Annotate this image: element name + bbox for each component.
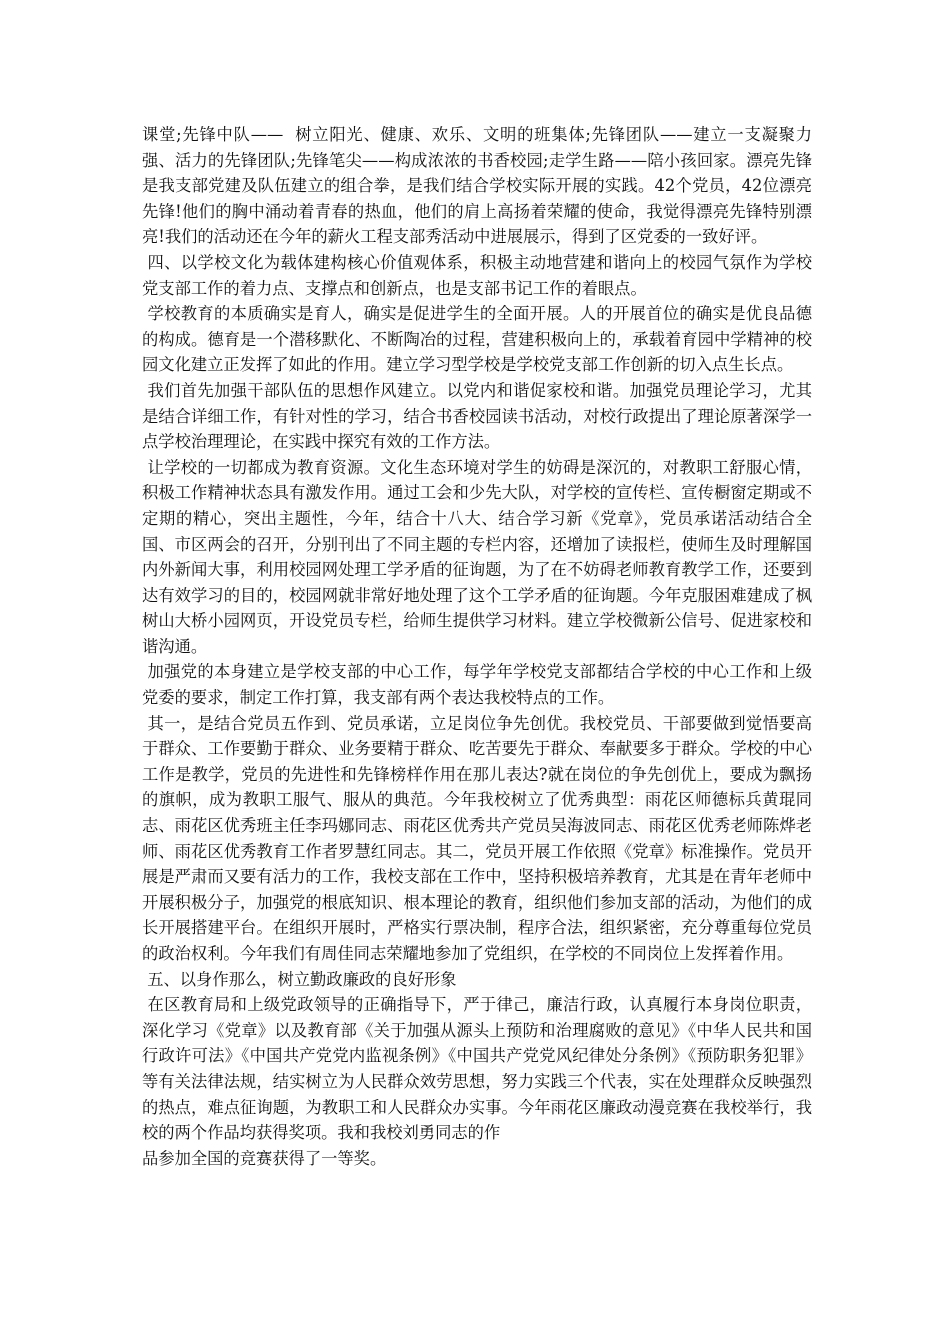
paragraph-education-resources: 让学校的一切都成为教育资源。文化生态环境对学生的妨碍是深沉的，对教职工舒服心情，积极工作精神状态具有激发作用。通过工会和少先大队，对学校的宣传栏、宣传橱窗定期或不定期的精心，突出主题性，今年，结合十八大、结合学习新《党章》，党员承诺活动结合全国、市区两会的召开，分别刊出了不同主题的专栏内容，还增加了读报栏，使师生及时理解国内外新闻大事，利用校园网处理工学矛盾的征询题，为了在不妨碍老师教育教学工作，还要到达有效学习的目的，校园网就非常好地处理了这个工学矛盾的征询题。今年克服困难建成了枫树山大桥小园网页，开设党员专栏，给师生提供学习材料。建立学校微新公信号、促进家校和谐沟通。 — [142, 457, 812, 656]
paragraph-pioneer-activities: 课堂;先锋中队—— 树立阳光、健康、欢乐、文明的班集体;先锋团队——建立一支凝聚力强、活力的先锋团队;先锋笔尖——构成浓浓的书香校园;走学生路——陪小孩回家。漂亮先锋是我支部党建及队伍建立的组合拳，是我们结合学校实际开展的实践。42个党员，42位漂亮先锋!他们的胸中涌动着青春的热血，他们的肩上高扬着荣耀的使命，我觉得漂亮先锋特别漂亮!我们的活动还在今年的薪火工程支部秀活动中进展展示，得到了区党委的一致好评。 — [142, 125, 812, 247]
paragraph-award: 品参加全国的竞赛获得了一等奖。 — [142, 1148, 387, 1168]
section-heading-five: 五、以身作那么，树立勤政廉政的良好形象 — [142, 969, 457, 989]
paragraph-first-second-points: 其一，是结合党员五作到、党员承诺，立足岗位争先创优。我校党员、干部要做到觉悟要高于群众、工作要勤于群众、业务要精于群众、吃苦要先于群众、奉献要多于群众。学校的中心工作是教学，党员的先进性和先锋榜样作用在那儿表达?就在岗位的争先创优上，要成为飘扬的旗帜，成为教职工服气、服从的典范。今年我校树立了优秀典型：雨花区师德标兵黄琨同志、雨花区优秀班主任李玛娜同志、雨花区优秀共产党员吴海波同志、雨花区优秀老师陈烨老师、雨花区优秀教育工作者罗慧红同志。其二，党员开展工作依照《党章》标准操作。党员开展是严肃而又要有活力的工作，我校支部在工作中，坚持积极培养教育，尤其是在青年老师中开展积极分子，加强党的根底知识、根本理论的教育，组织他们参加支部的活动，为他们的成长开展搭建平台。在组织开展时，严格实行票决制，程序合法，组织紧密，充分尊重每位党员的政治权利。今年我们有周佳同志荣耀地参加了党组织，在学校的不同岗位上发挥着作用。 — [142, 713, 812, 963]
document-page — [142, 122, 812, 1171]
section-heading-four: 四、以学校文化为载体建构核心价值观体系，积极主动地营建和谐向上的校园气氛作为学校党支部工作的着力点、支撑点和创新点，也是支部书记工作的着眼点。 — [142, 252, 812, 298]
paragraph-cadre-building: 我们首先加强干部队伍的思想作风建立。以党内和谐促家校和谐。加强党员理论学习，尤其是结合详细工作，有针对性的学习，结合书香校园读书活动，对校行政提出了理论原著深学一点学校治理理论，在实践中探究有效的工作方法。 — [142, 380, 812, 452]
paragraph-party-building: 加强党的本身建立是学校支部的中心工作，每学年学校党支部都结合学校的中心工作和上级党委的要求，制定工作打算，我支部有两个表达我校特点的工作。 — [142, 662, 812, 708]
paragraph-moral-education: 学校教育的本质确实是育人，确实是促进学生的全面开展。人的开展首位的确实是优良品德的构成。德育是一个潜移默化、不断陶冶的过程，营建积极向上的，承载着育园中学精神的校园文化建立正发挥了如此的作用。建立学习型学校是学校党支部工作创新的切入点生长点。 — [142, 304, 812, 375]
paragraph-integrity: 在区教育局和上级党政领导的正确指导下，严于律己，廉洁行政，认真履行本身岗位职责，深化学习《党章》以及教育部《关于加强从源头上预防和治理腐败的意见》《中华人民共和国行政许可法》《中国共产党党内监视条例》《中国共产党党风纪律处分条例》《预防职务犯罪》等有关法律法规，结实树立为人民群众效劳思想，努力实践三个代表，实在处理群众反映强烈的热点，难点征询题，为教职工和人民群众办实事。今年雨花区廉政动漫竞赛在我校举行，我校的两个作品均获得奖项。我和我校刘勇同志的作 — [142, 995, 812, 1143]
